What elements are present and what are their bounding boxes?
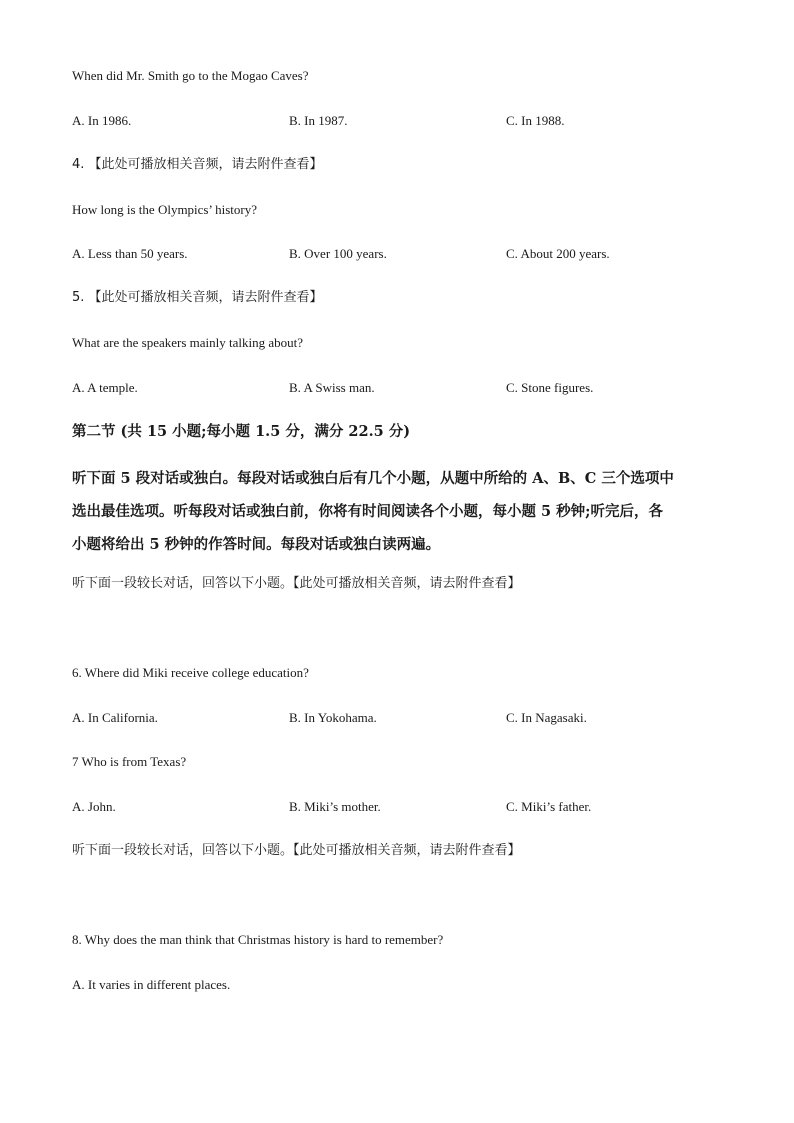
dialogue-1-note: 听下面一段较长对话，回答以下小题。【此处可播放相关音频，请去附件查看】 — [72, 576, 521, 591]
question-4-option-b: B. Over 100 years. — [289, 246, 387, 261]
question-8-option-a: A. It varies in different places. — [72, 977, 231, 992]
section-2-heading: 第二节 (共 15 小题;每小题 1.5 分，满分 22.5 分) — [72, 423, 411, 440]
question-4-option-c: C. About 200 years. — [506, 246, 610, 261]
instructions-line-3: 小题将给出 5 秒钟的作答时间。每段对话或独白读两遍。 — [72, 536, 441, 553]
question-4-option-a: A. Less than 50 years. — [72, 246, 188, 261]
question-8-text: 8. Why does the man think that Christmas history is hard to remember? — [72, 932, 444, 947]
dialogue-2-note: 听下面一段较长对话，回答以下小题。【此处可播放相关音频，请去附件查看】 — [72, 843, 521, 858]
question-4-text: How long is the Olympics’ history? — [72, 202, 257, 217]
question-5-audio-note: 5. 【此处可播放相关音频，请去附件查看】 — [72, 290, 323, 305]
section-2-instructions — [72, 462, 724, 561]
question-7-option-b: B. Miki’s mother. — [289, 799, 381, 814]
question-4-audio-note: 4. 【此处可播放相关音频，请去附件查看】 — [72, 157, 323, 172]
question-6-text: 6. Where did Miki receive college education? — [72, 665, 309, 680]
question-3-option-a: A. In 1986. — [72, 113, 132, 128]
question-3-option-c: C. In 1988. — [506, 113, 565, 128]
question-3-option-b: B. In 1987. — [289, 113, 348, 128]
question-5-option-b: B. A Swiss man. — [289, 380, 375, 395]
question-7-option-c: C. Miki’s father. — [506, 799, 592, 814]
question-5-option-a: A. A temple. — [72, 380, 138, 395]
question-7-option-a: A. John. — [72, 799, 116, 814]
instructions-line-1: 听下面 5 段对话或独白。每段对话或独白后有几个小题，从题中所给的 A、B、C 三个选项中 — [72, 470, 674, 487]
question-5-option-c: C. Stone figures. — [506, 380, 594, 395]
question-6-option-a: A. In California. — [72, 710, 158, 725]
question-6-option-b: B. In Yokohama. — [289, 710, 377, 725]
question-7-text: 7 Who is from Texas? — [72, 754, 187, 769]
question-3-text: When did Mr. Smith go to the Mogao Caves? — [72, 68, 309, 83]
question-5-text: What are the speakers mainly talking about? — [72, 335, 304, 350]
instructions-line-2: 选出最佳选项。听每段对话或独白前，你将有时间阅读各个小题，每小题 5 秒钟;听完后，各 — [72, 503, 664, 520]
question-6-option-c: C. In Nagasaki. — [506, 710, 587, 725]
